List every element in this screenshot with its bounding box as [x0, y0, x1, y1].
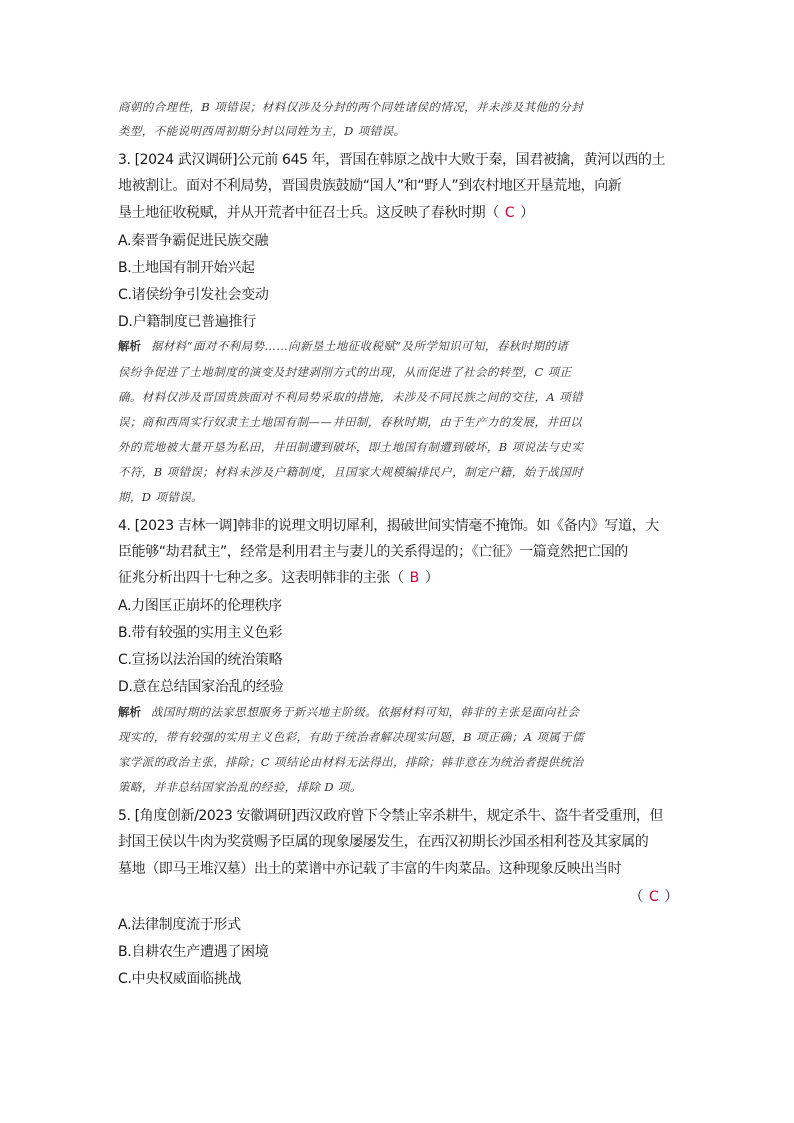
q3-stem-line-1: 3. [2024 武汉调研]公元前 645 年，晋国在韩原之战中大败于秦，国君被擒，黄河以西的土 [118, 152, 666, 168]
q5-stem-line-2: 封国王侯以牛肉为奖赏赐予臣属的现象屡屡发生，在西汉初期长沙国丞相利苍及其家属的 [118, 834, 649, 850]
q4-stem-line-1: 4. [2023 吉林一调]韩非的说理文明切犀利，揭破世间实情毫不掩饰。如《备内》写道，大 [118, 518, 659, 534]
q5-answer: C [649, 889, 659, 905]
q4-option-d: D.意在总结国家治乱的经验 [118, 679, 284, 695]
prev-explanation-line-2: 类型，不能说明西周初期分封以同姓为主，D 项错误。 [118, 124, 406, 138]
q3-answer: C [504, 205, 515, 221]
q4-explanation-line-3: 家学派的政治主张，排除；C 项结论由材料无法得出，排除；韩非意在为统治者提供统治 [118, 755, 584, 769]
q3-option-a: A.秦晋争霸促进民族交融 [118, 233, 269, 249]
q4-explanation-tag: 解析 [118, 705, 141, 719]
q5-option-c: C.中央权威面临挑战 [118, 971, 242, 987]
q3-option-c: C.诸侯纷争引发社会变动 [118, 287, 269, 303]
q3-explanation-line-5: 外的荒地被大量开垦为私田，井田制遭到破坏，即土地国有制遭到破坏，B 项说法与史实 [118, 440, 584, 454]
q3-stem-line-3: 垦土地征收税赋，并从开荒者中征召士兵。这反映了春秋时期（ C ） [118, 205, 534, 221]
q3-explanation-line-4: 误；商和西周实行奴隶主土地国有制——井田制，春秋时期，由于生产力的发展，井田以 [118, 415, 583, 429]
q4-option-c: C.宣扬以法治国的统治策略 [118, 652, 283, 668]
q3-option-d: D.户籍制度已普遍推行 [118, 314, 256, 330]
q5-option-a: A.法律制度流于形式 [118, 917, 241, 933]
q3-explanation-line-7: 期，D 项错误。 [118, 490, 204, 504]
q5-option-b: B.自耕农生产遭遇了困境 [118, 944, 269, 960]
q5-stem-line-1: 5. [角度创新/2023 安徽调研]西汉政府曾下令禁止宰杀耕牛，规定杀牛、盗牛者受重刑，但 [118, 808, 664, 824]
q4-option-a: A.力图匡正崩坏的伦理秩序 [118, 598, 282, 614]
q3-explanation-tag: 解析 [118, 339, 141, 353]
q3-explanation-line-6: 不符，B 项错误；材料未涉及户籍制度，且国家大规模编排民户，制定户籍，始于战国时 [118, 465, 584, 479]
prev-explanation-line-1: 商朝的合理性，B 项错误；材料仅涉及分封的两个同姓诸侯的情况，并未涉及其他的分封 [118, 100, 584, 114]
q4-explanation-line-2: 现实的，带有较强的实用主义色彩，有助于统治者解决现实问题，B 项正确；A 项属于儒 [118, 730, 584, 744]
q4-stem-line-2: 臣能够“劫君弑主”，经常是利用君主与妻儿的关系得逞的；《亡征》一篇竟然把亡国的 [118, 544, 628, 560]
q3-stem-line-2: 地被割让。面对不利局势，晋国贵族鼓励“国人”和“野人”到农村地区开垦荒地，向新 [118, 178, 622, 194]
q5-stem-line-3: 墓地（即马王堆汉墓）出土的菜谱中亦记载了丰富的牛肉菜品。这种现象反映出当时 [118, 861, 622, 877]
q4-explanation-line-4: 策略，并非总结国家治乱的经验，排除 D 项。 [118, 780, 362, 794]
q4-option-b: B.带有较强的实用主义色彩 [118, 625, 283, 641]
q3-explanation-line-2: 侯纷争促进了土地制度的演变及封建剥削方式的出现，从而促进了社会的转型，C 项正 [118, 365, 572, 379]
q3-option-b: B.土地国有制开始兴起 [118, 260, 255, 276]
q4-stem-line-3: 征兆分析出四十七种之多。这表明韩非的主张（ B ） [118, 570, 439, 586]
q4-answer: B [409, 570, 419, 586]
q3-explanation-line-1: 解析 据材料“面对不利局势……向新垦土地征收税赋”及所学知识可知，春秋时期的诸 [118, 339, 569, 353]
q3-explanation-line-3: 确。材料仅涉及晋国贵族面对不利局势采取的措施，未涉及不同民族之间的交往，A 项错 [118, 390, 583, 404]
q4-explanation-line-1: 解析 战国时期的法家思想服务于新兴地主阶级。依据材料可知，韩非的主张是面向社会 [118, 705, 580, 719]
q5-answer-bracket: （ C ） [629, 889, 678, 905]
